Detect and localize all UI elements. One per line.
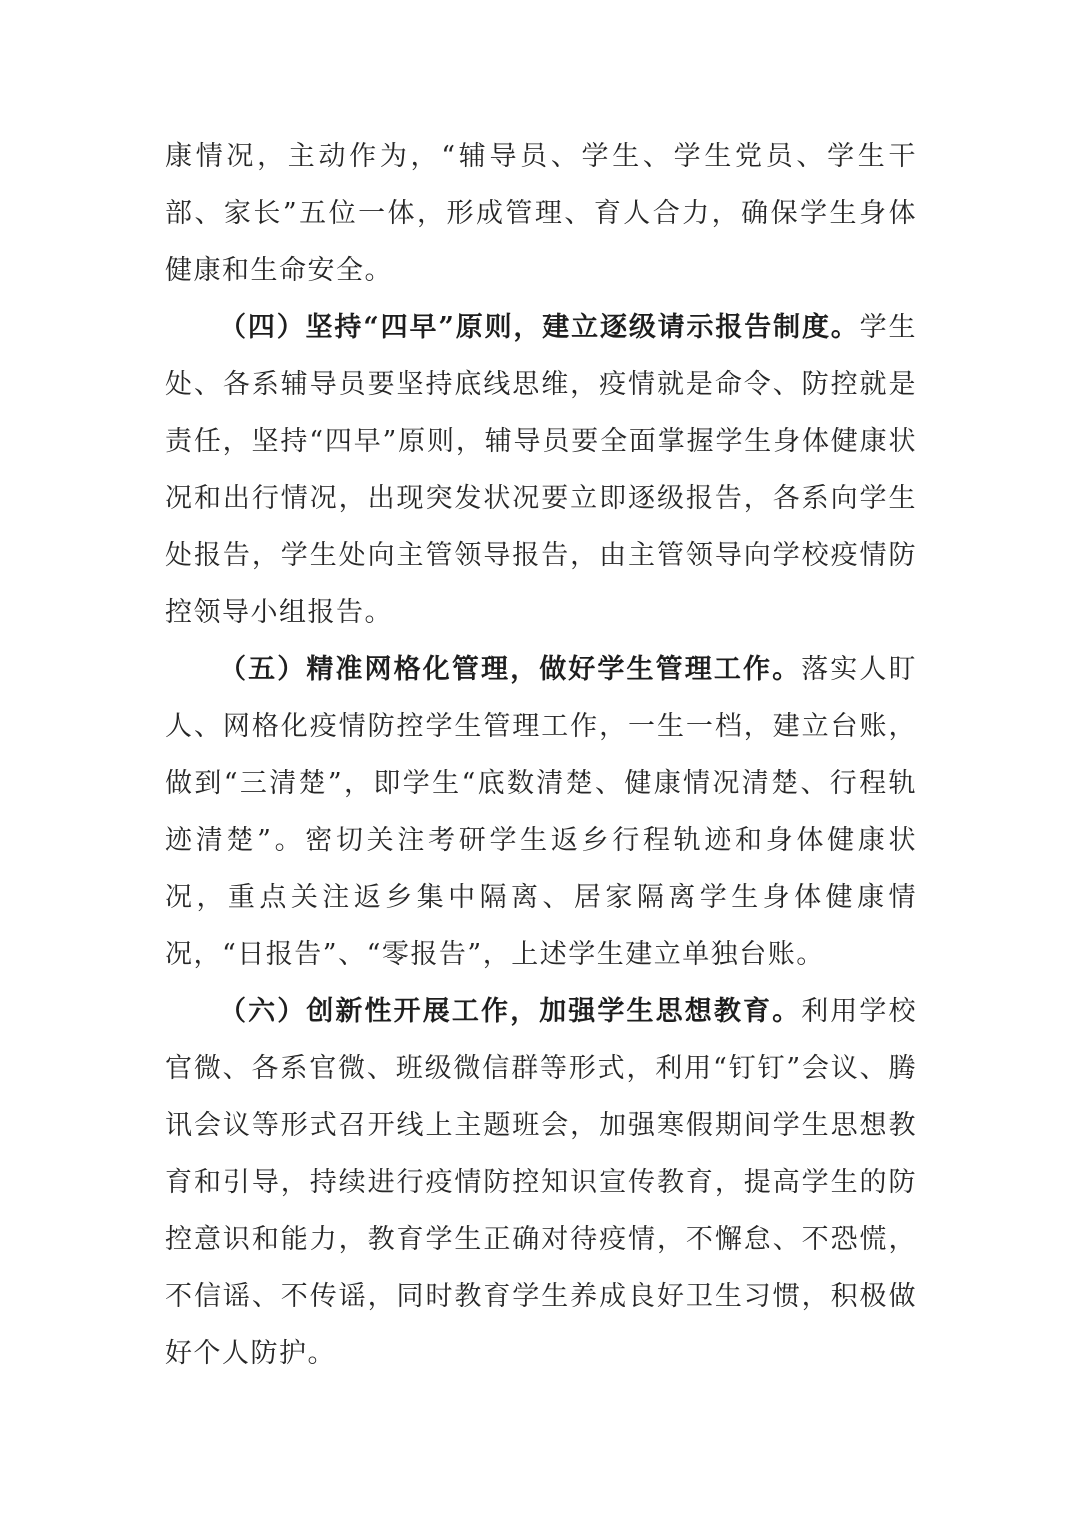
section-heading-4: （四）坚持“四早”原则，建立逐级请示报告制度。 (219, 312, 860, 343)
section-heading-6: （六）创新性开展工作，加强学生思想教育。 (219, 996, 802, 1027)
paragraph-text: 康情况，主动作为，“辅导员、学生、学生党员、学生干部、家长”五位一体，形成管理、育人合力，确保学生身体健康和生命安全。 (165, 141, 917, 286)
paragraph-text: 落实人盯人、网格化疫情防控学生管理工作，一生一档，建立台账，做到“三清楚”，即学生“底数清楚、健康情况清楚、行程轨迹清楚”。密切关注考研学生返乡行程轨迹和身体健康状况，重点关注返乡集中隔离、居家隔离学生身体健康情况，“日报告”、“零报告”，上述学生建立单独台账。 (165, 654, 918, 970)
paragraph-text: 学生处、各系辅导员要坚持底线思维，疫情就是命令、防控就是责任，坚持“四早”原则，辅导员要全面掌握学生身体健康状况和出行情况，出现突发状况要立即逐级报告，各系向学生处报告，学生处向主管领导报告，由主管领导向学校疫情防控领导小组报告。 (165, 312, 918, 628)
paragraph-text: 利用学校官微、各系官微、班级微信群等形式，利用“钉钉”会议、腾讯会议等形式召开线上主题班会，加强寒假期间学生思想教育和引导，持续进行疫情防控知识宣传教育，提高学生的防控意识和能力，教育学生正确对待疫情，不懈怠、不恐慌，不信谣、不传谣，同时教育学生养成良好卫生习惯，积极做好个人防护。 (165, 996, 918, 1369)
section-heading-5: （五）精准网格化管理，做好学生管理工作。 (219, 654, 802, 685)
paragraph-section-6 (165, 983, 917, 1382)
document-body (165, 128, 917, 1382)
paragraph-section-4 (165, 299, 917, 641)
paragraph-continuation (165, 128, 917, 299)
paragraph-section-5 (165, 641, 917, 983)
